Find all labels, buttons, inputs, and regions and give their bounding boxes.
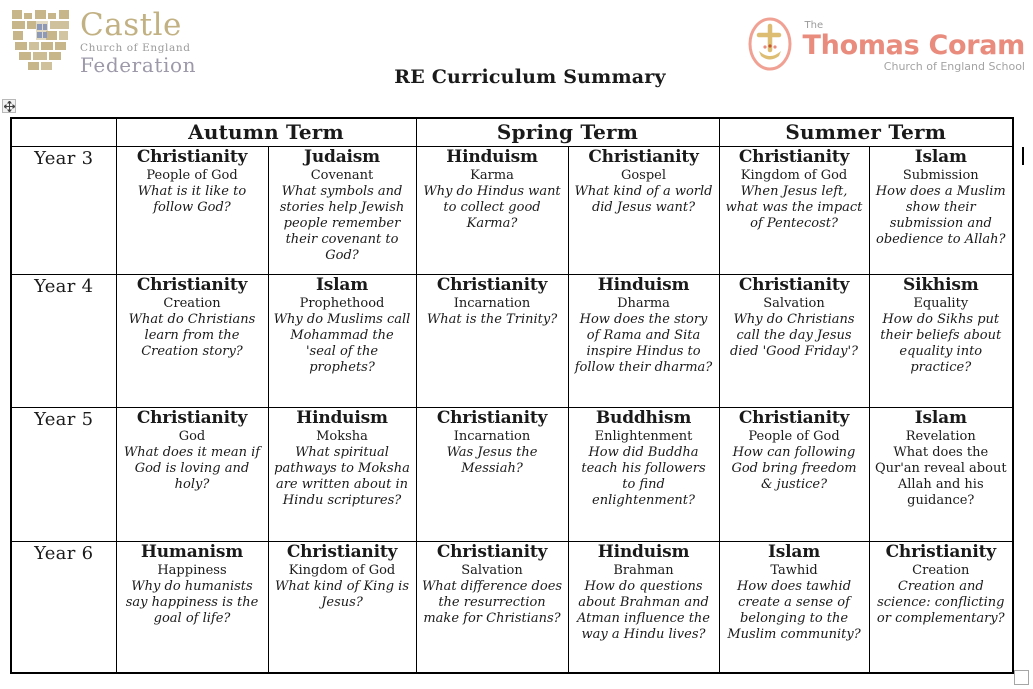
curriculum-cell: [116, 408, 268, 542]
curriculum-cell: [869, 408, 1013, 542]
unit-theme: Salvation: [461, 562, 523, 578]
unit-theme: Prophethood: [299, 295, 385, 311]
table-row-year3: [11, 147, 1013, 275]
castle-logo-name: Castle: [80, 7, 182, 43]
unit-theme: Kingdom of God: [288, 562, 396, 578]
unit-theme: Happiness: [157, 562, 227, 578]
castle-logo-subtitle: Church of England: [80, 42, 191, 54]
unit-theme: God: [178, 428, 206, 444]
religion-name: Islam: [316, 275, 368, 295]
table-resize-handle[interactable]: [1014, 670, 1029, 685]
text-cursor: [1022, 147, 1024, 165]
year-label: Year 6: [11, 542, 116, 673]
unit-theme: Enlightenment: [594, 428, 693, 444]
curriculum-cell: [719, 542, 869, 673]
table-row-year4: [11, 275, 1013, 408]
religion-name: Christianity: [436, 408, 548, 428]
year-label: Year 3: [11, 147, 116, 275]
religion-name: Christianity: [136, 408, 248, 428]
castle-logo-text: [80, 8, 196, 75]
curriculum-cell: [416, 147, 568, 275]
key-question: How does a Muslim show their submission and obedience to Allah?: [875, 184, 1006, 247]
unit-theme: Moksha: [316, 428, 368, 444]
unit-theme: Incarnation: [453, 428, 531, 444]
curriculum-cell: [268, 147, 416, 275]
unit-theme: People of God: [146, 167, 238, 183]
key-question: How does the story of Rama and Sita inspire Hindus to follow their dharma?: [574, 312, 713, 375]
key-question: Why do Muslims call Mohammad the 'seal of the prophets?: [273, 312, 411, 375]
key-question: What spiritual pathways to Moksha are written about in Hindu scriptures?: [274, 445, 410, 508]
unit-theme: Dharma: [617, 295, 670, 311]
curriculum-cell: [268, 275, 416, 408]
religion-name: Christianity: [136, 147, 248, 167]
key-question: What kind of a world did Jesus want?: [574, 184, 713, 215]
key-question: How do questions about Brahman and Atman influence the way a Hindu lives?: [577, 579, 711, 642]
castle-logo-federation: Federation: [80, 52, 197, 77]
table-row-year5: [11, 408, 1013, 542]
key-question: What is it like to follow God?: [137, 184, 247, 215]
curriculum-cell: [869, 542, 1013, 673]
curriculum-cell: [116, 275, 268, 408]
curriculum-cell: [568, 147, 719, 275]
curriculum-cell: [116, 542, 268, 673]
unit-theme: Equality: [913, 295, 969, 311]
re-curriculum-table: [10, 117, 1014, 674]
curriculum-cell: [268, 408, 416, 542]
religion-name: Buddhism: [595, 408, 692, 428]
year-label: Year 5: [11, 408, 116, 542]
year-label: Year 4: [11, 275, 116, 408]
religion-name: Christianity: [436, 542, 548, 562]
key-question: How can following God bring freedom & justice?: [731, 445, 857, 492]
curriculum-cell: [416, 408, 568, 542]
unit-theme: Covenant: [310, 167, 374, 183]
curriculum-cell: [719, 408, 869, 542]
religion-name: Hinduism: [446, 147, 538, 167]
unit-theme: Brahman: [613, 562, 674, 578]
key-question: What difference does the resurrection make for Christians?: [421, 579, 563, 626]
key-question: What does it mean if God is loving and holy?: [123, 445, 261, 492]
key-question: Why do Hindus want to collect good Karma?: [423, 184, 561, 231]
religion-name: Sikhism: [903, 275, 979, 295]
curriculum-cell: [869, 147, 1013, 275]
term-header-summer: Summer Term: [719, 118, 1013, 147]
key-question: What does the Qur'an reveal about Allah and his guidance?: [874, 445, 1007, 508]
key-question: What is the Trinity?: [426, 312, 558, 328]
curriculum-cell: [568, 275, 719, 408]
coram-logo-prefix: The: [804, 19, 824, 31]
key-question: How do Sikhs put their beliefs about equality into practice?: [880, 312, 1002, 375]
key-question: Why do Christians call the day Jesus died 'Good Friday'?: [729, 312, 859, 359]
key-question: Creation and science: conflicting or complementary?: [876, 579, 1005, 626]
key-question: What do Christians learn from the Creation story?: [128, 312, 256, 359]
curriculum-cell: [719, 147, 869, 275]
religion-name: Islam: [914, 408, 967, 428]
key-question: How did Buddha teach his followers to find enlightenment?: [581, 445, 706, 508]
curriculum-cell: [568, 408, 719, 542]
term-header-spring: Spring Term: [416, 118, 719, 147]
religion-name: Humanism: [140, 542, 244, 562]
religion-name: Hinduism: [296, 408, 388, 428]
unit-theme: Tawhid: [770, 562, 818, 578]
curriculum-cell: [416, 542, 568, 673]
coram-logo-subtitle: Church of England School: [883, 59, 1025, 73]
key-question: When Jesus left, what was the impact of Pentecost?: [725, 184, 863, 231]
table-move-handle-icon[interactable]: [2, 99, 16, 113]
religion-name: Christianity: [436, 275, 548, 295]
key-question: What kind of King is Jesus?: [275, 579, 409, 610]
unit-theme: Salvation: [763, 295, 825, 311]
unit-theme: Gospel: [620, 167, 667, 183]
unit-theme: Submission: [902, 167, 979, 183]
religion-name: Islam: [768, 542, 820, 562]
unit-theme: Incarnation: [453, 295, 531, 311]
key-question: What symbols and stories help Jewish people remember their covenant to God?: [279, 184, 405, 263]
religion-name: Christianity: [136, 275, 248, 295]
unit-theme: Karma: [470, 167, 514, 183]
religion-name: Judaism: [304, 147, 380, 167]
religion-name: Hinduism: [597, 275, 690, 295]
religion-name: Christianity: [885, 542, 996, 562]
unit-theme: Revelation: [905, 428, 976, 444]
curriculum-cell: [416, 275, 568, 408]
table-row-year6: [11, 542, 1013, 673]
unit-theme: Creation: [163, 295, 221, 311]
key-question: How does tawhid create a sense of belonging to the Muslim community?: [727, 579, 861, 642]
curriculum-cell: [116, 147, 268, 275]
key-question: Was Jesus the Messiah?: [446, 445, 538, 476]
curriculum-cell: [568, 542, 719, 673]
unit-theme: Creation: [912, 562, 970, 578]
term-header-autumn: Autumn Term: [116, 118, 416, 147]
religion-name: Christianity: [286, 542, 398, 562]
key-question: Why do humanists say happiness is the goal of life?: [125, 579, 259, 626]
religion-name: Islam: [914, 147, 967, 167]
unit-theme: People of God: [748, 428, 840, 444]
unit-theme: Kingdom of God: [740, 167, 848, 183]
curriculum-cell: [268, 542, 416, 673]
page-title: RE Curriculum Summary: [394, 66, 666, 88]
religion-name: Christianity: [588, 147, 699, 167]
corner-cell: [11, 118, 116, 147]
coram-logo-text: [803, 21, 1025, 72]
coram-logo-name: Thomas Coram: [802, 29, 1025, 61]
religion-name: Christianity: [738, 147, 850, 167]
religion-name: Christianity: [738, 275, 850, 295]
religion-name: Christianity: [738, 408, 850, 428]
curriculum-cell: [719, 275, 869, 408]
religion-name: Hinduism: [597, 542, 690, 562]
term-header-row: [11, 118, 1013, 147]
curriculum-cell: [869, 275, 1013, 408]
